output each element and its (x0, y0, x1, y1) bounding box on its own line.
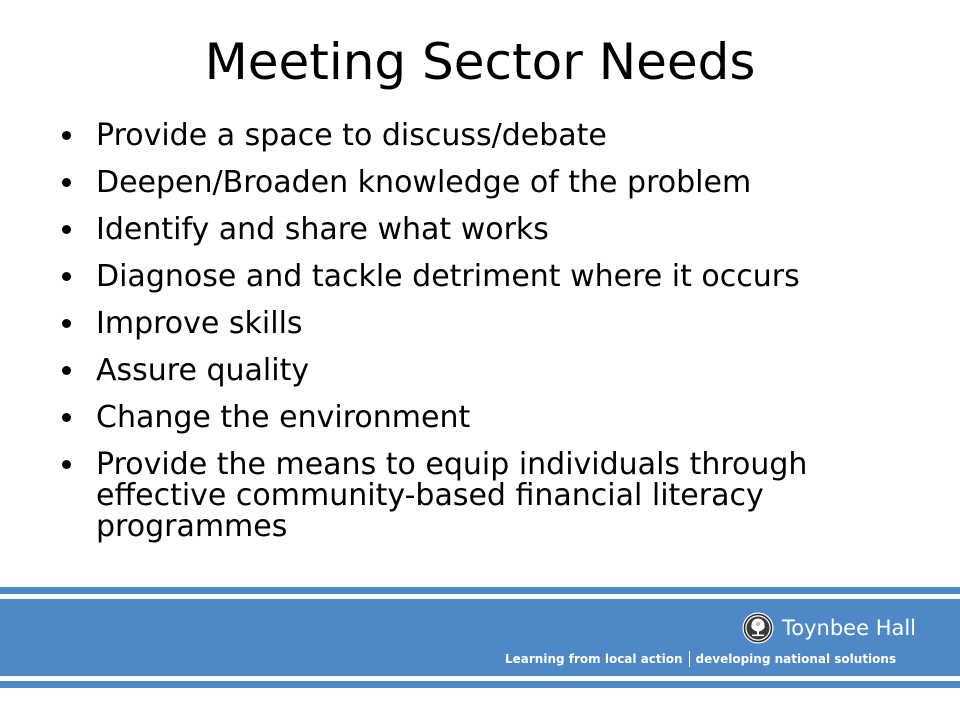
tree-seal-icon (742, 612, 774, 644)
bullet-item (62, 402, 922, 433)
bullet-text: Deepen/Broaden knowledge of the problem (96, 165, 752, 200)
tagline-right: developing national solutions (695, 652, 897, 666)
bullet-item (62, 167, 922, 198)
bullet-text: Diagnose and tackle detriment where it occurs (96, 259, 800, 294)
bullet-text: Improve skills (96, 306, 303, 341)
bullet-dot-icon (62, 366, 71, 375)
tagline-left: Learning from local action (505, 652, 683, 666)
bullet-item (62, 449, 922, 542)
bullet-item (62, 120, 922, 151)
toynbee-hall-logo (742, 612, 916, 644)
bullet-text: Assure quality (96, 353, 310, 388)
tagline-separator (689, 651, 690, 667)
bullet-dot-icon (62, 413, 71, 422)
bullet-dot-icon (62, 319, 71, 328)
bullet-item (62, 355, 922, 386)
bullet-item (62, 261, 922, 292)
bullet-dot-icon (62, 225, 71, 234)
bullet-item (62, 214, 922, 245)
bullet-text: Identify and share what works (96, 212, 549, 247)
bullet-text: Change the environment (96, 400, 471, 435)
bullet-dot-icon (62, 272, 71, 281)
logo-name: Toynbee Hall (782, 616, 917, 640)
tagline (505, 651, 896, 667)
bullet-dot-icon (62, 460, 71, 469)
bullet-list (62, 120, 922, 558)
footer-band-bottom (0, 681, 960, 688)
bullet-text: Provide a space to discuss/debate (96, 118, 607, 153)
footer-band-top (0, 587, 960, 594)
bullet-text: Provide the means to equip individuals through effective community-based financial literacy programmes (96, 447, 808, 544)
bullet-dot-icon (62, 178, 71, 187)
bullet-dot-icon (62, 131, 71, 140)
slide-title: Meeting Sector Needs (204, 33, 756, 91)
bullet-item (62, 308, 922, 339)
